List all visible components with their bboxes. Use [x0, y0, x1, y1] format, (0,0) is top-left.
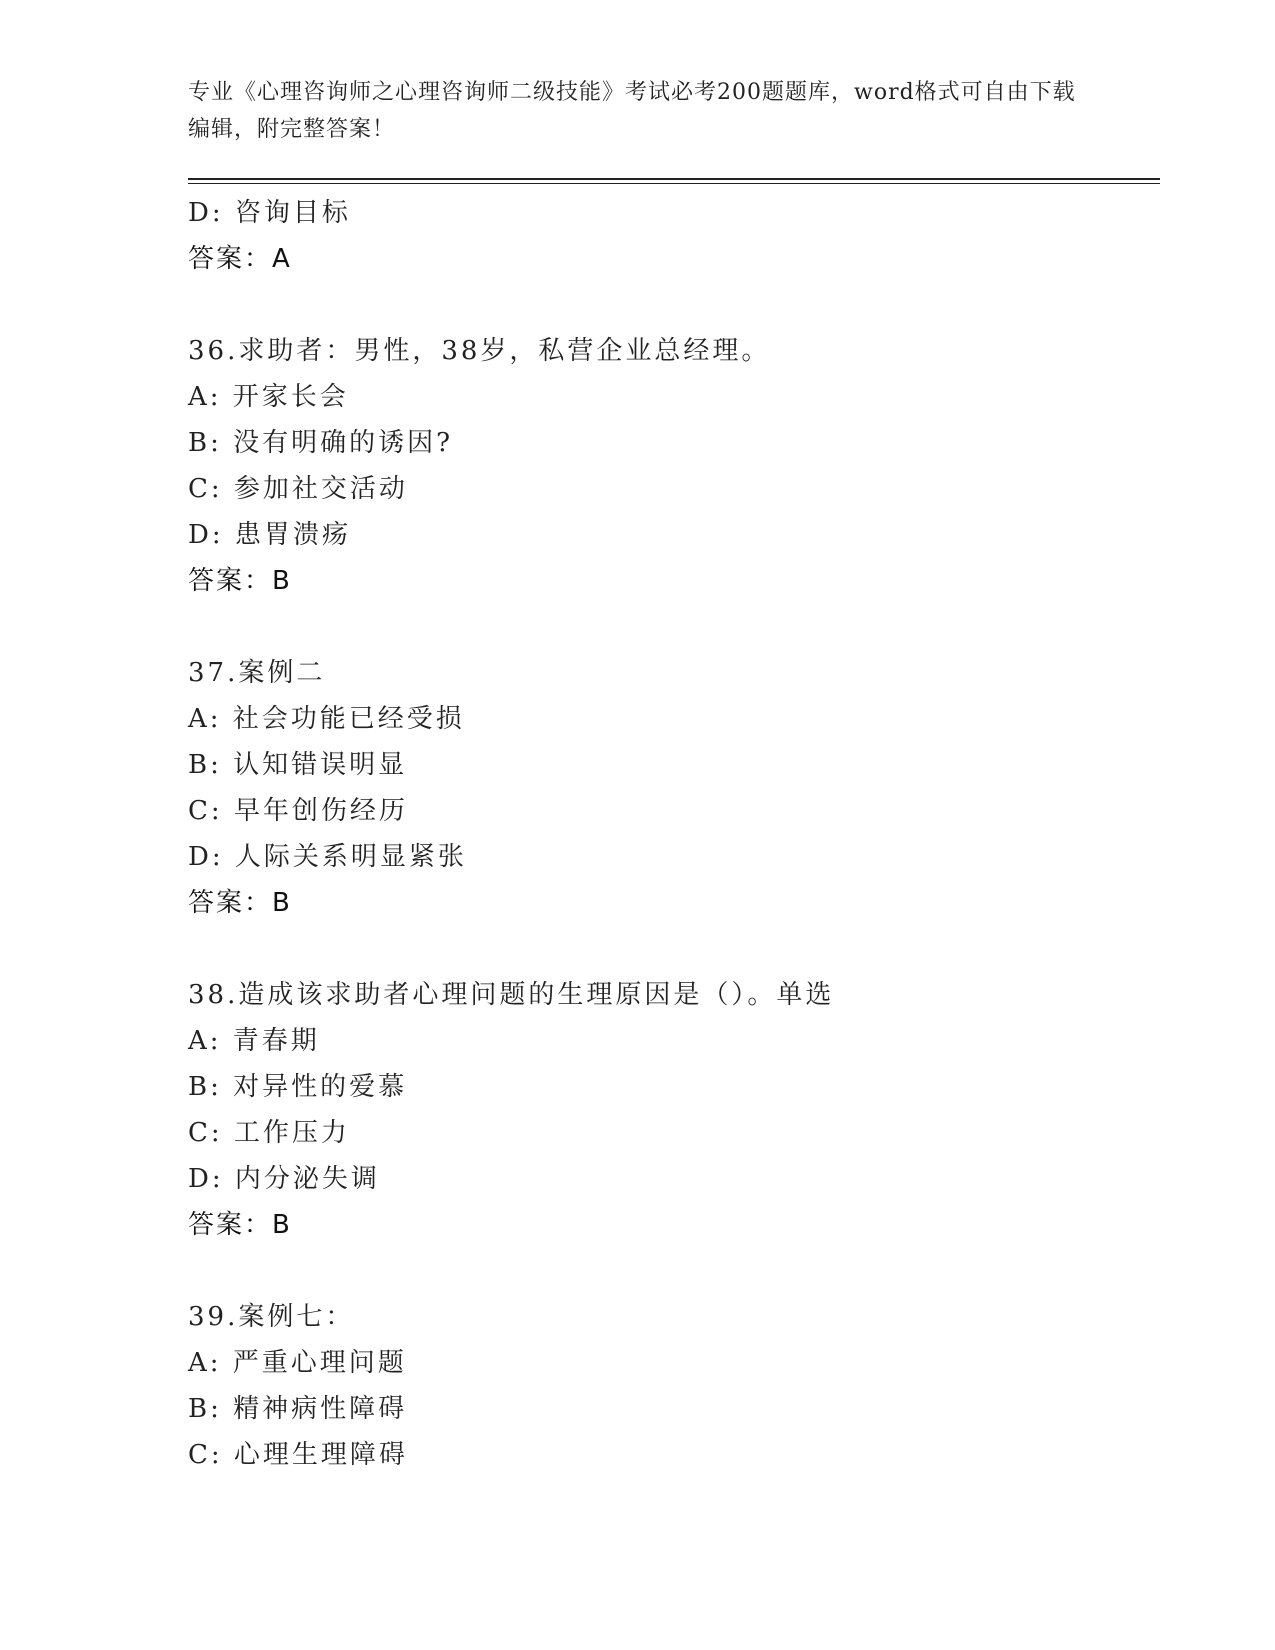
option-a: A: 开家长会: [188, 382, 349, 412]
question-stem: 37.案例二: [188, 658, 326, 688]
spacer: [188, 926, 1148, 972]
header-rule-thick: [188, 178, 1160, 180]
question-list: [188, 190, 1148, 1478]
option-c: C: 心理生理障碍: [188, 1440, 408, 1470]
answer-line: 答案：B: [188, 1210, 292, 1240]
option-d: D: 内分泌失调: [188, 1164, 380, 1194]
question-stem: 36.求助者：男性，38岁，私营企业总经理。: [188, 336, 771, 366]
option-c: C: 工作压力: [188, 1118, 350, 1148]
answer-line: 答案：A: [188, 244, 292, 274]
document-header: 专业《心理咨询师之心理咨询师二级技能》考试必考200题题库，word格式可自由下载编辑，附完整答案！: [188, 80, 1076, 142]
option-a: A: 社会功能已经受损: [188, 704, 465, 734]
option-a: A: 青春期: [188, 1026, 320, 1056]
option-b: B: 对异性的爱慕: [188, 1072, 408, 1102]
option-a: A: 严重心理问题: [188, 1348, 407, 1378]
option-d: D: 咨询目标: [188, 198, 351, 228]
option-b: B: 没有明确的诱因?: [188, 428, 454, 458]
option-d: D: 患胃溃疡: [188, 520, 351, 550]
option-d: D: 人际关系明显紧张: [188, 842, 467, 872]
option-c: C: 早年创伤经历: [188, 796, 408, 826]
spacer: [188, 282, 1148, 328]
question-stem: 38.造成该求助者心理问题的生理原因是（）。单选: [188, 980, 835, 1010]
answer-line: 答案：B: [188, 566, 292, 596]
header-rule-thin: [188, 183, 1160, 184]
spacer: [188, 1248, 1148, 1294]
answer-line: 答案：B: [188, 888, 292, 918]
question-stem: 39.案例七：: [188, 1302, 355, 1332]
option-c: C: 参加社交活动: [188, 474, 408, 504]
option-b: B: 认知错误明显: [188, 750, 408, 780]
option-b: B: 精神病性障碍: [188, 1394, 408, 1424]
spacer: [188, 604, 1148, 650]
